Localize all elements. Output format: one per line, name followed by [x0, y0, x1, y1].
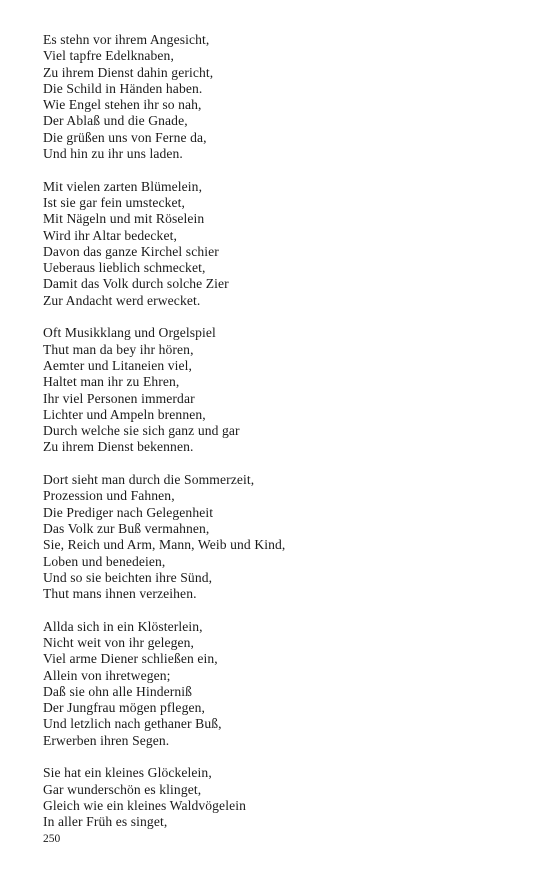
verse-line: Allein von ihretwegen; [43, 667, 171, 683]
verse-line: Davon das ganze Kirchel schier [43, 243, 219, 259]
verse-line: Daß sie ohn alle Hinderniß [43, 683, 193, 699]
verse-line: Prozession und Fahnen, [43, 488, 175, 504]
verse-line: Der Ablaß und die Gnade, [43, 113, 188, 129]
stanza-6 [43, 765, 523, 830]
verse-line: Die Schild in Händen haben. [43, 80, 203, 96]
verse-line: Ist sie gar fein umstecket, [43, 194, 185, 210]
verse-line: Es stehn vor ihrem Angesicht, [43, 32, 210, 47]
verse-line: Das Volk zur Buß vermahnen, [43, 520, 210, 536]
verse-line: Wie Engel stehen ihr so nah, [43, 97, 202, 113]
verse-line: Die Prediger nach Gelegenheit [43, 504, 214, 520]
verse-line: Wird ihr Altar bedecket, [43, 227, 177, 243]
verse-line: Thut man da bey ihr hören, [43, 341, 194, 357]
verse-line: Thut mans ihnen verzeihen. [43, 586, 197, 602]
verse-line: Und hin zu ihr uns laden. [43, 146, 183, 162]
verse-line: Die grüßen uns von Ferne da, [43, 129, 207, 145]
verse-line: Aemter und Litaneien viel, [43, 357, 193, 373]
verse-line: Und letzlich nach gethaner Buß, [43, 716, 222, 732]
stanza-5 [43, 619, 523, 749]
verse-line: Viel tapfre Edelknaben, [43, 48, 174, 64]
verse-line: Der Jungfrau mögen pflegen, [43, 700, 205, 716]
verse-line: Durch welche sie sich ganz und gar [43, 423, 240, 439]
verse-line: Erwerben ihren Segen. [43, 732, 170, 748]
verse-line: Oft Musikklang und Orgelspiel [43, 325, 216, 341]
verse-line: Dort sieht man durch die Sommerzeit, [43, 472, 255, 488]
verse-line: Und so sie beichten ihre Sünd, [43, 569, 213, 585]
verse-line: Zu ihrem Dienst bekennen. [43, 439, 194, 455]
verse-line: Ihr viel Personen immerdar [43, 390, 195, 406]
verse-line: In aller Früh es singet, [43, 814, 168, 830]
verse-line: Sie hat ein kleines Glöckelein, [43, 765, 212, 781]
verse-line: Viel arme Diener schließen ein, [43, 651, 218, 667]
verse-line: Zu ihrem Dienst dahin gericht, [43, 64, 214, 80]
verse-line: Haltet man ihr zu Ehren, [43, 374, 180, 390]
poem-text [43, 32, 523, 847]
verse-line: Zur Andacht werd erwecket. [43, 292, 201, 308]
verse-line: Mit Nägeln und mit Röselein [43, 211, 205, 227]
verse-line: Damit das Volk durch solche Zier [43, 276, 229, 292]
stanza-1 [43, 32, 523, 162]
stanza-3 [43, 325, 523, 455]
verse-line: Sie, Reich und Arm, Mann, Weib und Kind, [43, 537, 286, 553]
verse-line: Loben und benedeien, [43, 553, 166, 569]
verse-line: Lichter und Ampeln brennen, [43, 406, 206, 422]
verse-line: Gleich wie ein kleines Waldvögelein [43, 797, 246, 813]
stanza-4 [43, 472, 523, 602]
verse-line: Gar wunderschön es klinget, [43, 781, 202, 797]
verse-line: Allda sich in ein Klösterlein, [43, 618, 203, 634]
stanza-2 [43, 179, 523, 309]
verse-line: Ueberaus lieblich schmecket, [43, 260, 206, 276]
verse-line: Mit vielen zarten Blümelein, [43, 178, 203, 194]
page-number: 250 [43, 833, 61, 845]
verse-line: Nicht weit von ihr gelegen, [43, 634, 195, 650]
